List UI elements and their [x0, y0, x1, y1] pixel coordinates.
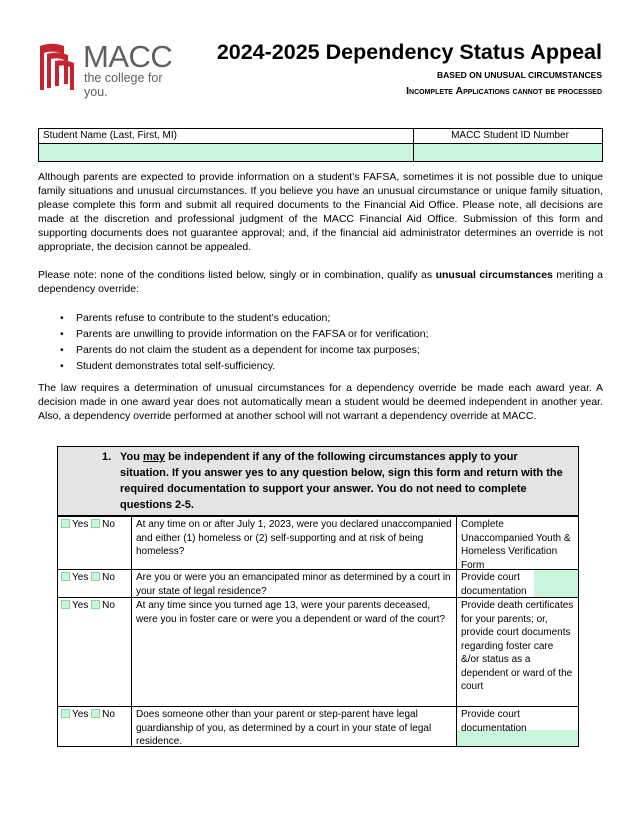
intro-paragraph: Although parents are expected to provide information on a student’s FAFSA, sometimes it is not possible due to unique family situations and unusual circumstances. If you believe you have an unusual circumstance or unique family situation, please complete this form and submit all required documents to the Financial Aid Office. Please note, all decisions are made at the discretion and professional judgment of the MACC Financial Aid Office. Submission of this form and supporting documents does not guarantee approval; and, if the financial aid administrator determines an override is not appropriate, the decision cannot be appealed. [38, 171, 603, 253]
section1-table [57, 446, 579, 747]
yes-no-cell [58, 570, 132, 597]
documentation-cell [457, 598, 578, 706]
student-name-field[interactable] [39, 143, 413, 161]
documentation-cell [457, 570, 578, 597]
no-checkbox[interactable] [91, 709, 100, 718]
subtitle-incomplete: Incomplete Applications cannot be processed [406, 85, 602, 97]
yes-checkbox[interactable] [61, 709, 70, 718]
no-label: No [102, 519, 115, 530]
heading-part2: be independent if any of the following circumstances apply to your situation. If you answer yes to any question below, sign this form and return with the required documentation to support your answer. You do not need to complete questions 2-5. [120, 451, 563, 511]
note-text-before: Please note: none of the conditions listed below, singly or in combination, qualify as [38, 269, 436, 281]
heading-underlined: may [143, 451, 166, 463]
question-cell: Are you or were you an emancipated minor as determined by a court in your state of legal residence? [132, 570, 457, 597]
student-name-label: Student Name (Last, First, MI) [43, 130, 177, 141]
no-label: No [102, 572, 115, 583]
yes-label: Yes [72, 709, 89, 720]
student-id-field[interactable] [414, 143, 602, 161]
yes-label: Yes [72, 600, 89, 611]
documentation-text: Provide court documentation [461, 572, 527, 597]
conditions-list [38, 310, 603, 374]
list-item: • Parents are unwilling to provide information on the FAFSA or for verification; [38, 326, 603, 342]
page-title: 2024-2025 Dependency Status Appeal [216, 40, 602, 64]
table-row [58, 569, 578, 597]
documentation-cell [457, 517, 578, 569]
list-item: • Parents do not claim the student as a dependent for income tax purposes; [38, 342, 603, 358]
note-text-after: meriting a dependency override: [38, 269, 603, 295]
yes-checkbox[interactable] [61, 572, 70, 581]
yes-no-cell [58, 707, 132, 746]
logo-wordmark: MACC [83, 39, 173, 74]
no-checkbox[interactable] [91, 519, 100, 528]
yes-no-cell [58, 598, 132, 706]
student-id-cell [414, 129, 602, 161]
student-name-cell [39, 129, 414, 161]
documentation-text: Provide death certificates for your parents; or, provide court documents regarding foster care &/or status as a dependent or ward of the court [461, 600, 574, 692]
note-text-bold: unusual circumstances [435, 269, 553, 281]
logo-tagline: the college for you. [84, 71, 163, 99]
question-cell: At any time on or after July 1, 2023, were you declared unaccompanied and either (1) homeless or (2) self-supporting and at risk of being homeless? [132, 517, 457, 569]
list-item: • Parents refuse to contribute to the student’s education; [38, 310, 603, 326]
law-paragraph: The law requires a determination of unusual circumstances for a dependency override be made each award year. A decision made in one award year does not automatically mean a student would be deemed independent in another year. Also, a dependency override performed at another school will not warrant a dependency override at MACC. [38, 382, 603, 422]
student-id-label: MACC Student ID Number [451, 130, 569, 141]
section1-number: 1. [102, 451, 112, 463]
list-item: • Student demonstrates total self-sufficiency. [38, 358, 603, 374]
yes-label: Yes [72, 572, 89, 583]
table-row [58, 516, 578, 569]
documentation-cell [457, 707, 578, 746]
no-label: No [102, 600, 115, 611]
section1-heading [58, 447, 578, 516]
documentation-text: Complete Unaccompanied Youth & Homeless Verification Form [461, 519, 571, 571]
question-cell: Does someone other than your parent or step-parent have legal guardianship of you, as determined by a court in your state of legal residence. [132, 707, 457, 746]
student-info-table [38, 128, 603, 162]
yes-checkbox[interactable] [61, 519, 70, 528]
question-cell: At any time since you turned age 13, were your parents deceased, were you in foster care or were you a dependent or ward of the court? [132, 598, 457, 706]
subtitle-circumstances: BASED ON UNUSUAL CIRCUMSTANCES [437, 70, 602, 80]
note-paragraph [38, 268, 603, 296]
macc-logo-mark-icon [38, 40, 78, 92]
heading-part1: You [120, 451, 144, 463]
documentation-text: Provide court documentation [461, 709, 527, 734]
yes-no-cell [58, 517, 132, 569]
no-checkbox[interactable] [91, 600, 100, 609]
no-checkbox[interactable] [91, 572, 100, 581]
yes-label: Yes [72, 519, 89, 530]
table-row [58, 706, 578, 746]
no-label: No [102, 709, 115, 720]
yes-checkbox[interactable] [61, 600, 70, 609]
documentation-fill[interactable] [534, 570, 578, 597]
macc-logo [38, 38, 188, 99]
table-row [58, 597, 578, 706]
section1-heading-text [94, 449, 568, 513]
